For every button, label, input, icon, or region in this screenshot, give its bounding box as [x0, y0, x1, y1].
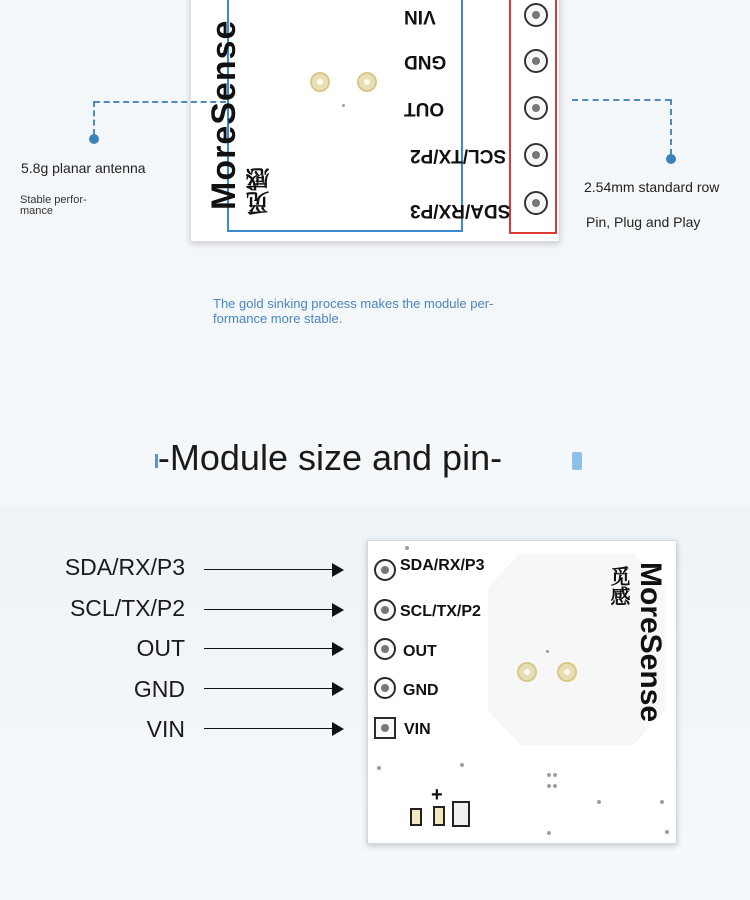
pin-hole-icon — [374, 599, 396, 621]
callout-line-row-vertical — [670, 99, 672, 155]
callout-line-antenna — [94, 101, 226, 103]
board-pin-label-scl: SCL/TX/P2 — [400, 603, 481, 620]
title-accent-right — [572, 452, 582, 470]
board-speck — [597, 800, 601, 804]
pinout-arrow-line — [204, 648, 336, 649]
arrow-right-icon — [332, 682, 344, 696]
gold-pad-icon — [557, 662, 577, 682]
board-speck — [342, 104, 345, 107]
pin-hole-icon — [374, 638, 396, 660]
arrow-right-icon — [332, 722, 344, 736]
board-speck — [546, 650, 549, 653]
pin-hole-icon — [524, 49, 548, 73]
callout-line-row — [572, 99, 671, 101]
pin-hole-icon — [524, 143, 548, 167]
pin-label-gnd: GND — [404, 51, 447, 72]
pin-label-out: OUT — [404, 98, 445, 119]
board-pin-label-out: OUT — [403, 643, 437, 660]
pinout-arrow-line — [204, 688, 336, 689]
board-speck — [665, 830, 669, 834]
callout-line-antenna-vertical — [93, 101, 95, 135]
arrow-right-icon — [332, 563, 344, 577]
gold-pad-icon — [310, 72, 330, 92]
polarity-plus-mark: + — [431, 784, 443, 806]
board-speck — [547, 831, 551, 835]
callout-antenna-text: 5.8g planar antenna — [21, 160, 146, 176]
callout-dot-row — [666, 154, 676, 164]
pin-hole-icon — [374, 677, 396, 699]
arrow-right-icon — [332, 642, 344, 656]
board-speck — [547, 773, 551, 777]
callout-row-text: 2.54mm standard row — [584, 179, 720, 195]
pin-label-scl: SCL/TX/P2 — [410, 145, 507, 166]
board-speck — [405, 546, 409, 550]
board-pin-label-vin: VIN — [404, 721, 431, 738]
board-speck — [553, 784, 557, 788]
callout-plug-text: Pin, Plug and Play — [586, 214, 701, 230]
pinout-label-vin: VIN — [146, 716, 185, 742]
board-speck — [553, 773, 557, 777]
board-speck — [547, 784, 551, 788]
gold-pad-icon — [517, 662, 537, 682]
pin-hole-icon — [524, 3, 548, 27]
pin-label-sda: SDA/RX/P3 — [410, 200, 511, 221]
smd-component — [452, 801, 470, 827]
pinout-arrow-line — [204, 569, 336, 570]
pin-label-vin: VIN — [404, 6, 436, 27]
board-speck — [460, 763, 464, 767]
arrow-right-icon — [332, 603, 344, 617]
board-speck — [660, 800, 664, 804]
pinout-arrow-line — [204, 728, 336, 729]
pin-hole-icon — [524, 96, 548, 120]
gold-process-caption: The gold sinking process makes the module per- formance more stable. — [213, 296, 494, 326]
board-pin-label-sda: SDA/RX/P3 — [400, 557, 485, 574]
pinout-label-out: OUT — [136, 635, 185, 661]
pinout-label-scl: SCL/TX/P2 — [69, 595, 185, 621]
board-brand-text: MoreSense — [205, 19, 243, 210]
callout-antenna-subtext: Stable perfor- mance — [20, 194, 87, 217]
gold-pad-icon — [357, 72, 377, 92]
pin-square-icon — [374, 717, 396, 739]
smd-component — [433, 806, 445, 826]
pinout-arrow-line — [204, 609, 336, 610]
section-title: -Module size and pin- — [157, 437, 503, 478]
pinout-label-sda: SDA/RX/P3 — [64, 554, 185, 580]
pin-hole-icon — [524, 191, 548, 215]
pin-hole-icon — [374, 559, 396, 581]
callout-dot-antenna — [89, 134, 99, 144]
board-brand-cn-text: 觅感 — [607, 566, 629, 606]
board-brand-cn-text: 觅感 — [247, 167, 274, 215]
board-pin-label-gnd: GND — [403, 682, 439, 699]
board-speck — [377, 766, 381, 770]
pinout-label-gnd: GND — [133, 676, 185, 702]
top-feature-band — [0, 0, 750, 400]
board-brand-text: MoreSense — [634, 562, 667, 723]
smd-component — [410, 808, 422, 826]
